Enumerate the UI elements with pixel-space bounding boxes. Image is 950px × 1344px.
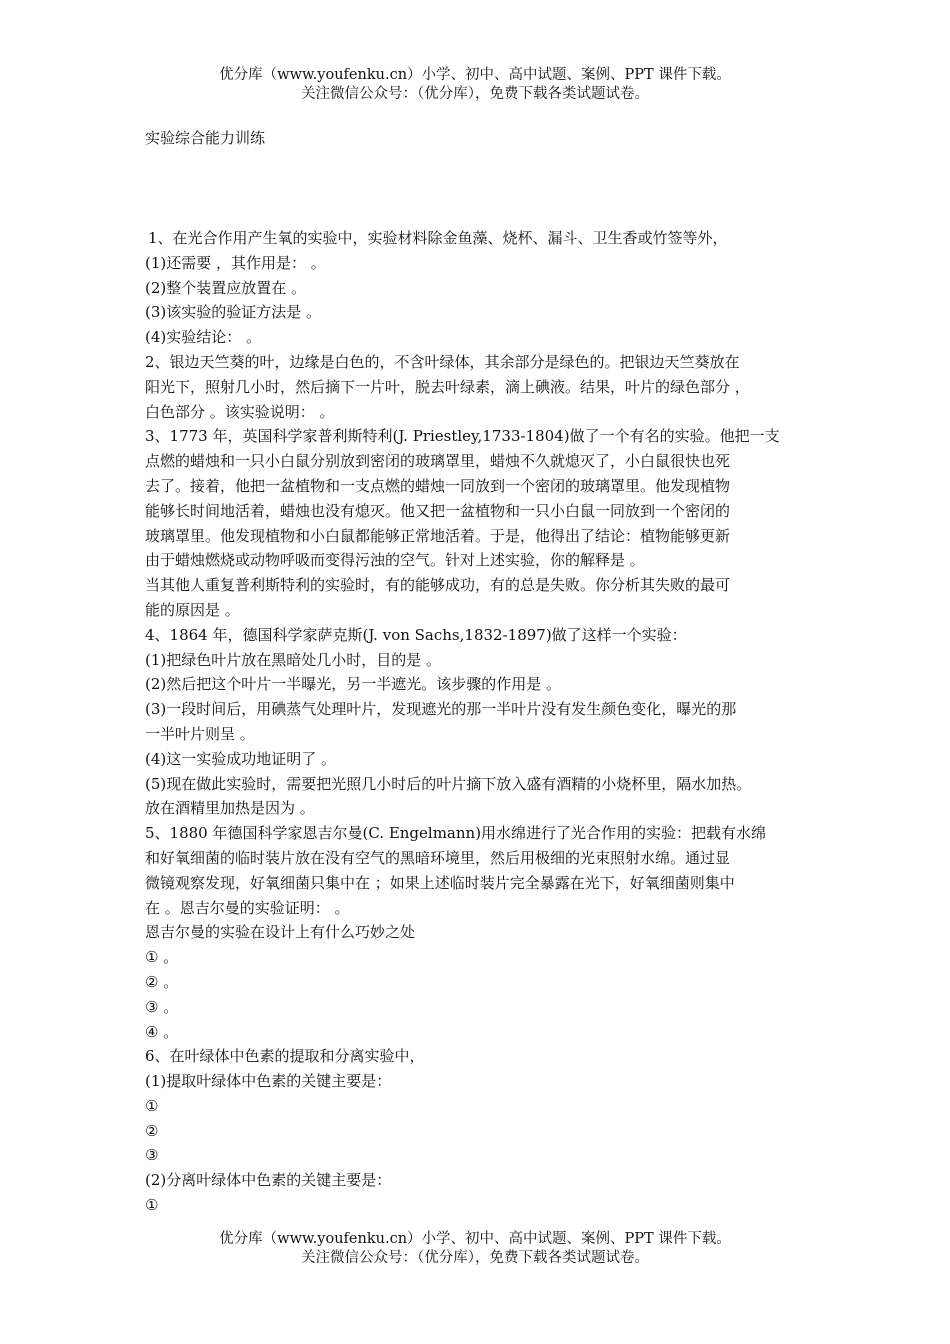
text-line: 当其他人重复普利斯特利的实验时，有的能够成功，有的总是失败。你分析其失败的最可	[145, 576, 731, 595]
text-line: 2、银边天竺葵的叶，边缘是白色的，不含叶绿体，其余部分是绿色的。把银边天竺葵放在	[145, 352, 740, 371]
document-title: 实验综合能力训练	[145, 129, 266, 147]
footer-line-1: 优分库（www.youfenku.cn）小学、初中、高中试题、案例、PPT 课件下载。	[219, 1231, 731, 1247]
text-line: 4、1864 年，德国科学家萨克斯(J. von Sachs,1832-1897)做了这样一个实验：	[145, 625, 687, 644]
footer-line-2: 关注微信公众号：（优分库），免费下载各类试题试卷。	[301, 1250, 649, 1266]
text-line: 在 。恩吉尔曼的实验证明： 。	[145, 898, 350, 917]
text-line: ①	[145, 1096, 159, 1115]
page-footer	[0, 1230, 950, 1268]
text-line: 点燃的蜡烛和一只小白鼠分别放到密闭的玻璃罩里，蜡烛不久就熄灭了，小白鼠很快也死	[145, 452, 731, 471]
text-line: 玻璃罩里。他发现植物和小白鼠都能够正常地活着。于是，他得出了结论：植物能够更新	[145, 526, 731, 545]
text-line: (4)这一实验成功地证明了 。	[145, 749, 337, 768]
document-body	[145, 226, 815, 1218]
text-line: 恩吉尔曼的实验在设计上有什么巧妙之处	[145, 923, 416, 942]
text-line: ③	[145, 1146, 159, 1165]
header-line-2: 关注微信公众号：（优分库），免费下载各类试题试卷。	[301, 86, 649, 102]
text-line: 由于蜡烛燃烧或动物呼吸而变得污浊的空气。针对上述实验，你的解释是 。	[145, 551, 645, 570]
text-line: (4)实验结论： 。	[145, 328, 262, 347]
header-line-1: 优分库（www.youfenku.cn）小学、初中、高中试题、案例、PPT 课件下载。	[219, 67, 731, 83]
text-line: (5)现在做此实验时，需要把光照几小时后的叶片摘下放入盛有酒精的小烧杯里，隔水加热。	[145, 774, 752, 793]
page-header	[0, 66, 950, 104]
text-line: ③ 。	[145, 997, 179, 1016]
text-line: ④ 。	[145, 1022, 179, 1041]
text-line: (1)把绿色叶片放在黑暗处几小时，目的是 。	[145, 650, 442, 669]
text-line: (1)提取叶绿体中色素的关键主要是：	[145, 1072, 392, 1091]
text-line: 放在酒精里加热是因为 。	[145, 799, 315, 818]
text-line: (2)然后把这个叶片一半曝光，另一半遮光。该步骤的作用是 。	[145, 675, 562, 694]
text-line: (2)分离叶绿体中色素的关键主要是：	[145, 1171, 392, 1190]
text-line: ①	[145, 1196, 159, 1215]
text-line: ① 。	[145, 948, 179, 967]
text-line: (3)该实验的验证方法是 。	[145, 303, 322, 322]
text-line: 和好氧细菌的临时装片放在没有空气的黑暗环境里，然后用极细的光束照射水绵。通过显	[145, 848, 731, 867]
text-line: 白色部分 。该实验说明： 。	[145, 402, 335, 421]
text-line: 5、1880 年德国科学家恩吉尔曼(C. Engelmann)用水绵进行了光合作用的实验：把载有水绵	[145, 824, 767, 843]
text-line: 去了。接着，他把一盆植物和一支点燃的蜡烛一同放到一个密闭的玻璃罩里。他发现植物	[145, 476, 731, 495]
text-line: 3、1773 年，英国科学家普利斯特利(J. Priestley,1733-1804)做了一个有名的实验。他把一支	[145, 427, 780, 446]
text-line: (1)还需要 ，其作用是： 。	[145, 253, 326, 272]
text-line: 1、在光合作用产生氧的实验中，实验材料除金鱼藻、烧杯、漏斗、卫生香或竹签等外，	[148, 229, 728, 247]
text-line: (2)整个装置应放置在 。	[145, 278, 307, 297]
text-line: 微镜观察发现，好氧细菌只集中在 ；如果上述临时装片完全暴露在光下，好氧细菌则集中	[145, 873, 735, 892]
text-line: 能的原因是 。	[145, 600, 240, 619]
text-line: 6、在叶绿体中色素的提取和分离实验中，	[145, 1047, 425, 1066]
text-line: ②	[145, 1121, 159, 1140]
text-line: 能够长时间地活着，蜡烛也没有熄灭。他又把一盆植物和一只小白鼠一同放到一个密闭的	[145, 501, 731, 520]
text-line: 阳光下，照射几小时，然后摘下一片叶，脱去叶绿素，滴上碘液。结果，叶片的绿色部分 ，	[145, 377, 750, 396]
text-line: ② 。	[145, 972, 179, 991]
text-line: (3)一段时间后，用碘蒸气处理叶片，发现遮光的那一半叶片没有发生颜色变化，曝光的那	[145, 700, 737, 719]
text-line: 一半叶片则呈 。	[145, 724, 255, 743]
